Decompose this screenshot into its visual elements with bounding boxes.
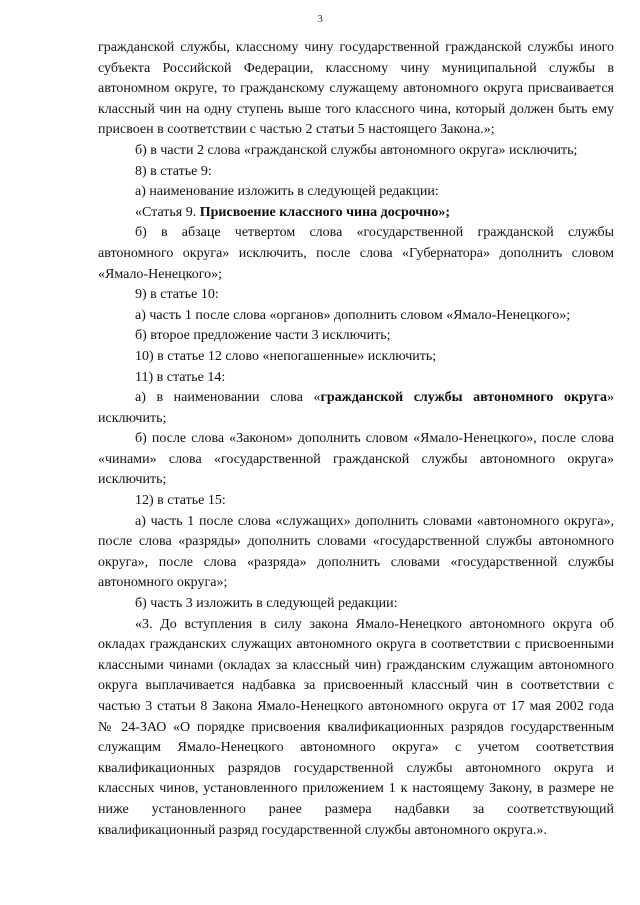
page-number: 3 <box>317 13 323 25</box>
paragraph: 8) в статье 9: <box>135 163 212 179</box>
paragraph: а) часть 1 после слова «служащих» дополнить словами «автономного округа», после слова «разряды» дополнить словами «государственной службы автономного округа», после слова «разряда» дополнить словами «государственной службы автономного округа»; <box>98 513 614 591</box>
paragraph: б) после слова «Законом» дополнить словом «Ямало-Ненецкого», после слова «чинами» слова «государственной гражданской службы автономного округа» исключить; <box>98 431 614 488</box>
paragraph: а) часть 1 после слова «органов» дополнить словом «Ямало-Ненецкого»; <box>135 307 571 323</box>
paragraph: гражданской службы, классному чину государственной гражданской службы иного субъекта Российской Федерации, классному чину муниципальной службы в автономном округе, то гражданскому служащему автономного округа присваивается классный чин на одну ступень выше того классного чина, который должен быть ему присвоен в соответствии с частью 2 статьи 5 настоящего Закона.»; <box>98 40 614 138</box>
paragraph: 12) в статье 15: <box>135 493 226 509</box>
paragraph: а) наименование изложить в следующей редакции: <box>135 184 439 200</box>
text-fragment: » исключить; <box>98 390 614 426</box>
paragraph: 9) в статье 10: <box>135 287 219 303</box>
paragraph: б) часть 3 изложить в следующей редакции: <box>135 596 398 612</box>
paragraph: б) второе предложение части 3 исключить; <box>135 328 391 344</box>
paragraph: б) в части 2 слова «гражданской службы автономного округа» исключить; <box>135 142 578 158</box>
document-body <box>98 38 614 841</box>
bold-phrase: гражданской службы автономного округа <box>320 390 607 406</box>
paragraph <box>98 388 614 429</box>
paragraph: «3. До вступления в силу закона Ямало-Ненецкого автономного округа об окладах гражданских служащих автономного округа в соответствии с присвоенными классными чинами (окладах за классный чин) гражданским служащим автономного округа выплачивается надбавка за присвоенный классный чин в соответствии с частью 3 статьи 8 Закона Ямало-Ненецкого автономного округа от 17 мая 2002 года № 24-ЗАО «О порядке присвоения квалификационных разрядов государственным служащим Ямало-Ненецкого автономного округа» с учетом соответствия квалификационных разрядов государственной службы автономного округа и классных чинов, установленного приложением 1 к настоящему Закону, в размере не ниже установленного ранее размера надбавки за соответствующий квалификационный разряд государственной службы автономного округа.». <box>98 616 614 838</box>
article-number: «Статья 9. <box>135 204 197 220</box>
paragraph: 10) в статье 12 слово «непогашенные» исключить; <box>135 348 437 364</box>
article-title: Присвоение классного чина досрочно»; <box>199 204 451 220</box>
text-fragment: а) в наименовании слова « <box>135 390 321 406</box>
paragraph: б) в абзаце четвертом слова «государственной гражданской службы автономного округа» исключить, после слова «Губернатора» дополнить словом «Ямало-Ненецкого»; <box>98 225 614 282</box>
paragraph: 11) в статье 14: <box>135 369 226 385</box>
article-title-paragraph <box>98 203 614 224</box>
